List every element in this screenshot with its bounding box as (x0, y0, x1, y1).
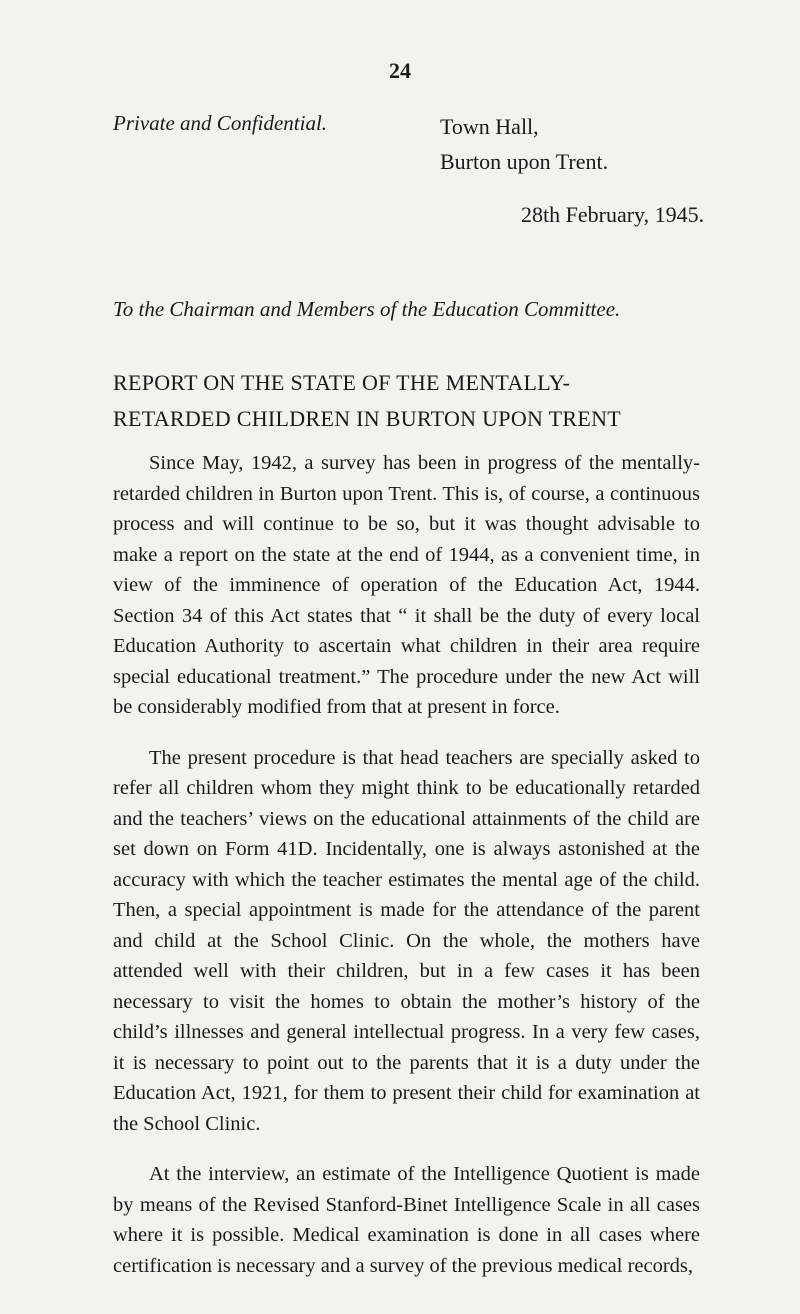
paragraph-1: Since May, 1942, a survey has been in progress of the mentally-retarded children in Burton upon Trent. This is, of course, a continuous process and will continue to be so, but it was thought advisable to make a report on the state at the end of 1944, as a convenient time, in view of the imminence of operation of the Education Act, 1944. Section 34 of this Act states that “ it shall be the duty of every local Education Authority to ascertain what children in their area require special educational treatment.” The procedure under the new Act will be considerably modified from that at present in force. (113, 452, 700, 718)
salutation: To the Chairman and Members of the Education Committee. (113, 297, 621, 321)
address-line-1: Town Hall, (440, 114, 539, 139)
address-block (440, 109, 704, 232)
report-title (113, 365, 693, 437)
paragraph-2: The present procedure is that head teachers are specially asked to refer all children whom they might think to be educationally retarded and the teachers’ views on the educational attainments of the child are set down on Form 41D. Incidentally, one is always astonished at the accuracy with which the teacher estimates the mental age of the child. Then, a special appointment is made for the attendance of the parent and child at the School Clinic. On the whole, the mothers have attended well with their children, but in a few cases it has been necessary to visit the homes to obtain the mother’s history of the child’s illnesses and general intellectual progress. In a very few cases, it is necessary to point out to the parents that it is a duty under the Education Act, 1921, for them to present their child for examination at the School Clinic. (113, 746, 700, 1135)
address-line-2: Burton upon Trent. (440, 149, 609, 174)
report-body (113, 448, 700, 1301)
report-title-line-1: REPORT ON THE STATE OF THE MENTALLY- (113, 370, 571, 395)
page-number: 24 (389, 58, 411, 83)
report-title-line-2: RETARDED CHILDREN IN BURTON UPON TRENT (113, 406, 622, 431)
paragraph-3: At the interview, an estimate of the Intelligence Quotient is made by means of the Revised Stanford-Binet Intelligence Scale in all cases where it is possible. Medical examination is done in all cases where certification is necessary and a survey of the previous medical records, (113, 1163, 700, 1277)
confidential-heading: Private and Confidential. (113, 111, 328, 135)
letter-date: 28th February, 1945. (521, 202, 705, 227)
